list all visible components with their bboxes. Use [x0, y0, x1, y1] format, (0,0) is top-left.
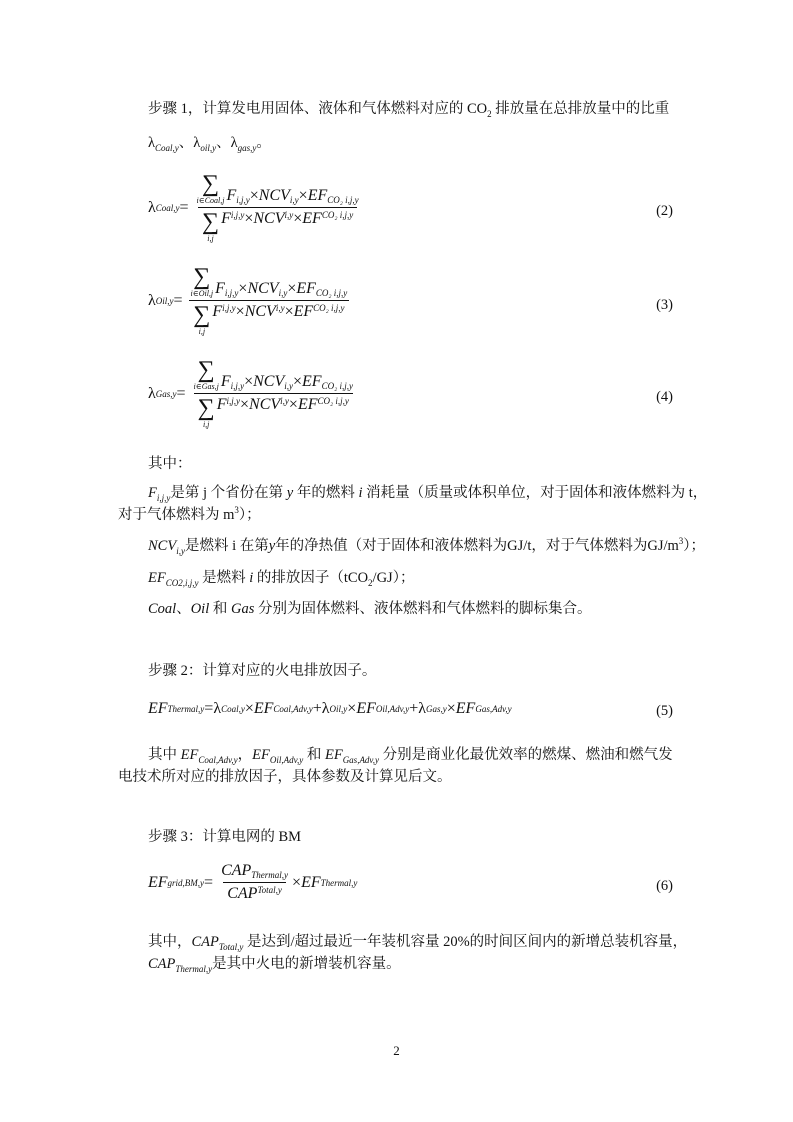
op: ×	[235, 303, 245, 320]
v: EF	[180, 747, 199, 763]
s: i,j,y	[224, 288, 239, 298]
s: i,j,y	[222, 303, 236, 313]
op: ×	[292, 873, 302, 891]
s: Coal,Adv,y	[273, 704, 313, 714]
def-NCV	[148, 534, 705, 556]
step3-note	[148, 930, 687, 952]
op: =	[204, 700, 214, 717]
v: EF	[356, 700, 376, 717]
s: Coal,y	[221, 704, 245, 714]
v: EF	[148, 570, 166, 586]
s: i,y	[284, 381, 293, 391]
op: ×	[293, 373, 303, 390]
step3-text: 步骤 3：计算电网的 BM	[148, 829, 302, 845]
s: CO₂ i,j,y	[313, 303, 345, 313]
v: EF	[296, 280, 316, 297]
v: F	[148, 485, 157, 501]
v: F	[221, 210, 231, 227]
v: EF	[302, 210, 322, 227]
sub: 2	[487, 109, 492, 119]
equation-6	[148, 862, 357, 903]
fraction	[187, 265, 352, 336]
lambda: λ	[321, 700, 330, 717]
v: y	[268, 538, 276, 554]
op: ×	[288, 396, 298, 413]
def-sets	[148, 597, 591, 618]
s: CO₂ i,j,y	[321, 381, 353, 391]
t: 是达到/超过最近一年装机容量 20%的时间区间内的新增总装机容量，	[243, 934, 688, 950]
sub: Coal,y	[155, 202, 180, 213]
v: y	[286, 485, 294, 501]
v: NCV	[258, 187, 290, 204]
t: 分别为固体燃料、液体燃料和气体燃料的脚标集合。	[254, 601, 592, 617]
op: =	[204, 873, 214, 891]
sup: 3	[678, 536, 684, 547]
limit: i∈Gas,j	[193, 382, 219, 391]
t: 分别是商业化最优效率的燃煤、燃油和燃气发	[379, 747, 673, 763]
v: Gas	[230, 601, 255, 617]
s: CO₂ i,j,y	[315, 288, 348, 298]
sub: oil,y	[200, 143, 217, 153]
op: ×	[293, 210, 303, 227]
t: ，	[237, 747, 253, 763]
fraction	[193, 172, 363, 243]
v: EF	[252, 747, 270, 763]
step2-note	[148, 743, 673, 765]
lambda: λ	[148, 135, 156, 151]
s: i,y	[176, 546, 185, 556]
def-F	[148, 481, 707, 503]
op: ×	[249, 187, 259, 204]
sigma: ∑	[201, 209, 220, 235]
equals: =	[173, 291, 183, 309]
op: ×	[244, 700, 254, 717]
op: ×	[238, 280, 248, 297]
step2-text: 步骤 2：计算对应的火电排放因子。	[148, 663, 377, 679]
t: 消耗量（质量或体积单位，对于固体和液体燃料为 t，	[362, 485, 708, 501]
equation-4	[148, 358, 357, 429]
sub: Coal,y	[155, 143, 179, 153]
s: Total,y	[257, 885, 282, 895]
v: EF	[455, 700, 476, 717]
t: 是燃料	[198, 570, 250, 586]
lambda: λ	[148, 384, 156, 402]
v: CAP	[221, 862, 252, 879]
s: CO₂ i,j,y	[321, 210, 354, 220]
s: i,y	[280, 396, 289, 406]
step1-text	[148, 97, 669, 119]
t: 对于气体燃料为 m	[118, 507, 235, 523]
op: ×	[244, 210, 254, 227]
t: 的排放因子（tCO	[253, 570, 369, 586]
v: EF	[253, 700, 274, 717]
t: 和	[209, 601, 231, 617]
s: Oil,Adv,y	[375, 704, 410, 714]
sigma: ∑	[197, 395, 215, 421]
sep: 、	[178, 135, 194, 151]
s: 2	[368, 578, 373, 588]
op: ×	[240, 396, 250, 413]
s: Oil,Adv,y	[269, 755, 304, 765]
s: i,j,y	[226, 396, 241, 406]
v: F	[212, 303, 223, 320]
lambda: λ	[418, 700, 426, 717]
s: CO₂ i,j,y	[317, 396, 349, 406]
s: i,y	[278, 288, 288, 298]
op: ×	[244, 373, 254, 390]
limit: i∈Coal,j	[196, 196, 225, 205]
v: F	[220, 373, 231, 390]
s: i,j,y	[156, 493, 171, 503]
lambda: λ	[148, 198, 156, 216]
op: +	[409, 700, 419, 717]
v: EF	[302, 373, 322, 390]
t: /GJ）；	[372, 570, 415, 586]
v: EF	[148, 700, 168, 717]
v: F	[216, 396, 227, 413]
op: +	[312, 700, 322, 717]
v: Coal	[148, 601, 177, 617]
lambda: λ	[230, 135, 238, 151]
step2-note-cont: 电技术所对应的排放因子，具体参数及计算见后文。	[118, 769, 452, 785]
v: NCV	[247, 280, 279, 297]
equation-3	[148, 265, 351, 336]
v: NCV	[249, 396, 281, 413]
t: 和	[303, 747, 325, 763]
v: F	[215, 280, 225, 297]
s: grid,BM,y	[167, 877, 205, 888]
v: EF	[324, 747, 343, 763]
v: EF	[293, 303, 314, 320]
s: Gas,y	[426, 704, 447, 714]
limit: i,j	[202, 420, 210, 429]
t: 是燃料 i 在第	[184, 538, 269, 554]
s: Oil,y	[329, 704, 348, 714]
t: 年的净热值（对于固体和液体燃料为GJ/t，对于气体燃料为GJ/m	[275, 538, 679, 554]
v: EF	[297, 396, 318, 413]
sup: 3	[234, 505, 239, 516]
equation-number: (4)	[656, 389, 673, 405]
s: Gas,Adv,y	[475, 704, 512, 714]
v: i	[249, 570, 254, 586]
text: 排放量在总排放量中的比重	[491, 101, 670, 117]
v: CAP	[227, 885, 258, 902]
s: Coal,Adv,y	[198, 755, 238, 765]
t: 是其中火电的新增装机容量。	[212, 956, 401, 972]
s: i,y	[289, 195, 299, 205]
v: NCV	[253, 210, 285, 227]
sep: 、	[216, 135, 231, 151]
equation-2	[148, 172, 363, 243]
sep: 。	[256, 135, 271, 151]
s: i,y	[275, 303, 285, 313]
v: Oil	[190, 601, 210, 617]
sub: Gas,y	[155, 388, 177, 399]
op: ×	[347, 700, 357, 717]
lambda: λ	[193, 135, 201, 151]
s: Gas,Adv,y	[342, 755, 380, 765]
s: CO₂ i,j,y	[327, 195, 359, 205]
equals: =	[179, 198, 189, 216]
v: NCV	[148, 538, 177, 554]
s: CO2,i,j,y	[165, 578, 199, 588]
equation-number: (2)	[656, 203, 673, 219]
op: ×	[284, 303, 294, 320]
def-F-cont	[118, 503, 261, 524]
equation-number: (6)	[656, 878, 673, 894]
s: i,j,y	[236, 195, 250, 205]
s: i,j,y	[230, 210, 245, 220]
step3-note-cont	[148, 952, 401, 974]
s: Thermal,y	[251, 870, 289, 880]
sub: Oil,y	[155, 295, 174, 306]
v: CAP	[148, 956, 176, 972]
fraction	[217, 862, 292, 903]
equation-number: (3)	[656, 297, 673, 313]
v: EF	[307, 187, 328, 204]
v: EF	[301, 873, 321, 891]
page-number: 2	[393, 1043, 400, 1058]
equation-5	[148, 700, 512, 718]
text: 步骤 1，计算发电用固体、液体和气体燃料对应的 CO	[148, 101, 488, 117]
lambda-list	[148, 131, 271, 153]
t: 其中，	[148, 934, 192, 950]
lambda: λ	[148, 291, 156, 309]
v: F	[226, 187, 237, 204]
lambda: λ	[213, 700, 222, 717]
v: i	[358, 485, 363, 501]
equals: =	[176, 384, 186, 402]
fraction	[190, 358, 357, 429]
limit: i,j	[207, 234, 214, 243]
t: ）；	[238, 507, 261, 523]
sigma: ∑	[193, 264, 211, 290]
op: ×	[446, 700, 456, 717]
op: ×	[287, 280, 297, 297]
t: ）；	[683, 538, 706, 554]
limit: i∈Oil,j	[190, 289, 214, 298]
equation-number: (5)	[656, 703, 673, 719]
s: i,y	[284, 210, 294, 220]
t: 、	[176, 601, 191, 617]
v: CAP	[191, 934, 219, 950]
where-heading: 其中：	[148, 456, 192, 472]
s: Thermal,y	[175, 964, 213, 974]
sigma: ∑	[193, 302, 211, 328]
v: NCV	[253, 373, 285, 390]
v: NCV	[244, 303, 276, 320]
sigma: ∑	[201, 171, 220, 197]
t: 其中	[148, 747, 181, 763]
t: 是第 j 个省份在第	[170, 485, 287, 501]
s: Thermal,y	[167, 704, 205, 714]
v: EF	[148, 873, 168, 891]
s: Thermal,y	[320, 877, 358, 888]
s: i,j,y	[230, 381, 245, 391]
op: ×	[298, 187, 308, 204]
t: 年的燃料	[293, 485, 359, 501]
sub: gas,y	[237, 143, 257, 153]
def-EF	[148, 566, 414, 588]
s: Total,y	[218, 942, 244, 952]
sigma: ∑	[197, 357, 215, 383]
limit: i,j	[198, 327, 206, 336]
